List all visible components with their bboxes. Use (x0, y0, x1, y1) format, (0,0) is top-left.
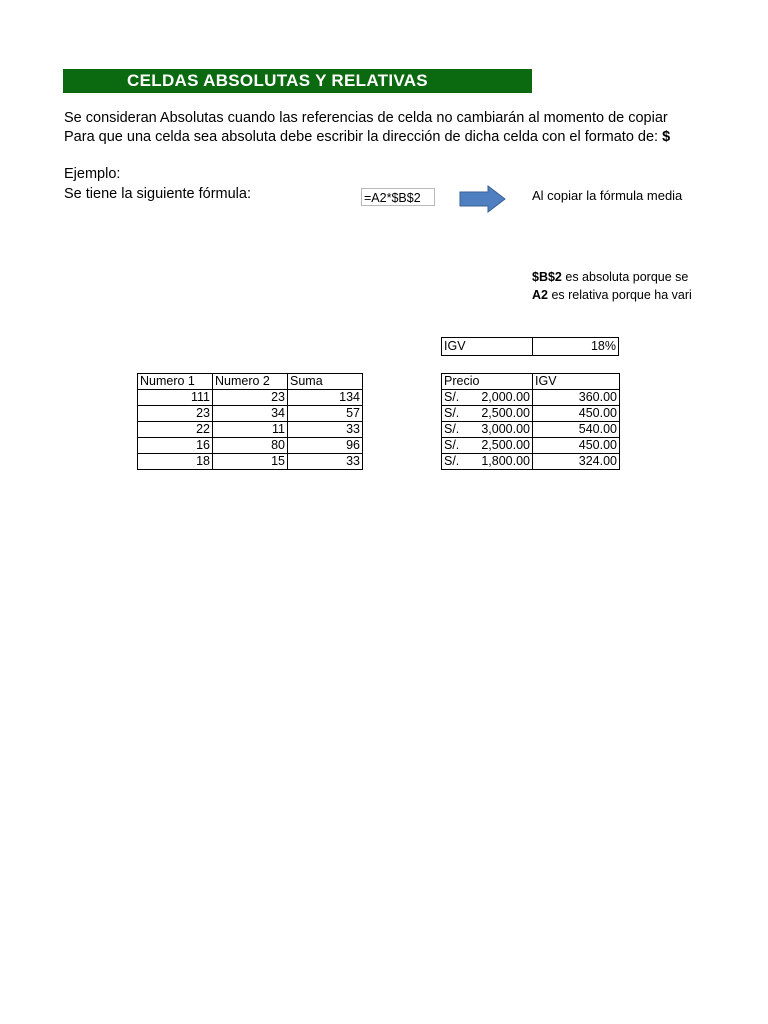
cell[interactable]: 57 (288, 406, 363, 422)
header-precio[interactable]: Precio (442, 374, 533, 390)
intro-line-1: Se consideran Absolutas cuando las referencias de celda no cambiarán al momento de copiar (64, 110, 668, 126)
price-cell[interactable] (442, 390, 533, 406)
cell[interactable]: 16 (138, 438, 213, 454)
table-row (442, 406, 620, 422)
cell[interactable]: 23 (213, 390, 288, 406)
igv-cell[interactable]: 324.00 (533, 454, 620, 470)
igv-rate-table (441, 337, 619, 356)
currency-symbol: S/. (444, 454, 460, 468)
header-numero-2[interactable]: Numero 2 (213, 374, 288, 390)
table-row (138, 454, 363, 470)
price-table-header (442, 374, 620, 390)
price-value: 2,000.00 (481, 390, 530, 404)
cell[interactable]: 22 (138, 422, 213, 438)
intro-line-2-text: Para que una celda sea absoluta debe escribir la dirección de dicha celda con el formato de: (64, 129, 659, 145)
cell[interactable]: 18 (138, 454, 213, 470)
table-row (442, 438, 620, 454)
currency-symbol: S/. (444, 406, 460, 420)
currency-symbol: S/. (444, 390, 460, 404)
igv-cell[interactable]: 450.00 (533, 438, 620, 454)
page-title: CELDAS ABSOLUTAS Y RELATIVAS (127, 71, 428, 90)
igv-cell[interactable]: 450.00 (533, 406, 620, 422)
header-suma[interactable]: Suma (288, 374, 363, 390)
table-row (138, 438, 363, 454)
cell[interactable]: 80 (213, 438, 288, 454)
table-row (138, 390, 363, 406)
cell[interactable]: 33 (288, 454, 363, 470)
cell[interactable]: 34 (213, 406, 288, 422)
table-row (442, 454, 620, 470)
price-cell[interactable] (442, 422, 533, 438)
price-cell[interactable] (442, 454, 533, 470)
price-value: 1,800.00 (481, 454, 530, 468)
sum-table-header (138, 374, 363, 390)
formula-label: Se tiene la siguiente fórmula: (64, 186, 251, 202)
cell[interactable]: 11 (213, 422, 288, 438)
sum-table (137, 373, 363, 470)
currency-symbol: S/. (444, 422, 460, 436)
note-absolute-ref: $B$2 (532, 270, 562, 284)
price-cell[interactable] (442, 406, 533, 422)
cell[interactable]: 134 (288, 390, 363, 406)
table-row (442, 390, 620, 406)
price-value: 2,500.00 (481, 438, 530, 452)
header-numero-1[interactable]: Numero 1 (138, 374, 213, 390)
example-label: Ejemplo: (64, 166, 121, 182)
cell[interactable]: 33 (288, 422, 363, 438)
right-arrow-icon (458, 184, 508, 214)
price-value: 2,500.00 (481, 406, 530, 420)
note-absolute (532, 270, 694, 284)
note-absolute-text: es absoluta porque se (565, 270, 689, 284)
price-table (441, 373, 620, 470)
igv-rate-value[interactable]: 18% (533, 338, 619, 356)
header-igv[interactable]: IGV (533, 374, 620, 390)
currency-symbol: S/. (444, 438, 460, 452)
intro-line-2-bold: $ (662, 129, 671, 145)
igv-cell[interactable]: 540.00 (533, 422, 620, 438)
note-relative (532, 288, 694, 302)
cell[interactable]: 23 (138, 406, 213, 422)
table-row (138, 406, 363, 422)
copy-text: Al copiar la fórmula media (532, 188, 683, 203)
note-relative-ref: A2 (532, 288, 548, 302)
formula-cell[interactable]: =A2*$B$2 (361, 188, 435, 206)
cell[interactable]: 111 (138, 390, 213, 406)
table-row (138, 422, 363, 438)
igv-cell[interactable]: 360.00 (533, 390, 620, 406)
table-row (442, 422, 620, 438)
title-banner (63, 69, 532, 93)
igv-rate-label[interactable]: IGV (442, 338, 533, 356)
note-relative-text: es relativa porque ha vari (551, 288, 692, 302)
cell[interactable]: 96 (288, 438, 363, 454)
price-cell[interactable] (442, 438, 533, 454)
price-value: 3,000.00 (481, 422, 530, 436)
intro-line-2 (64, 129, 694, 145)
cell[interactable]: 15 (213, 454, 288, 470)
